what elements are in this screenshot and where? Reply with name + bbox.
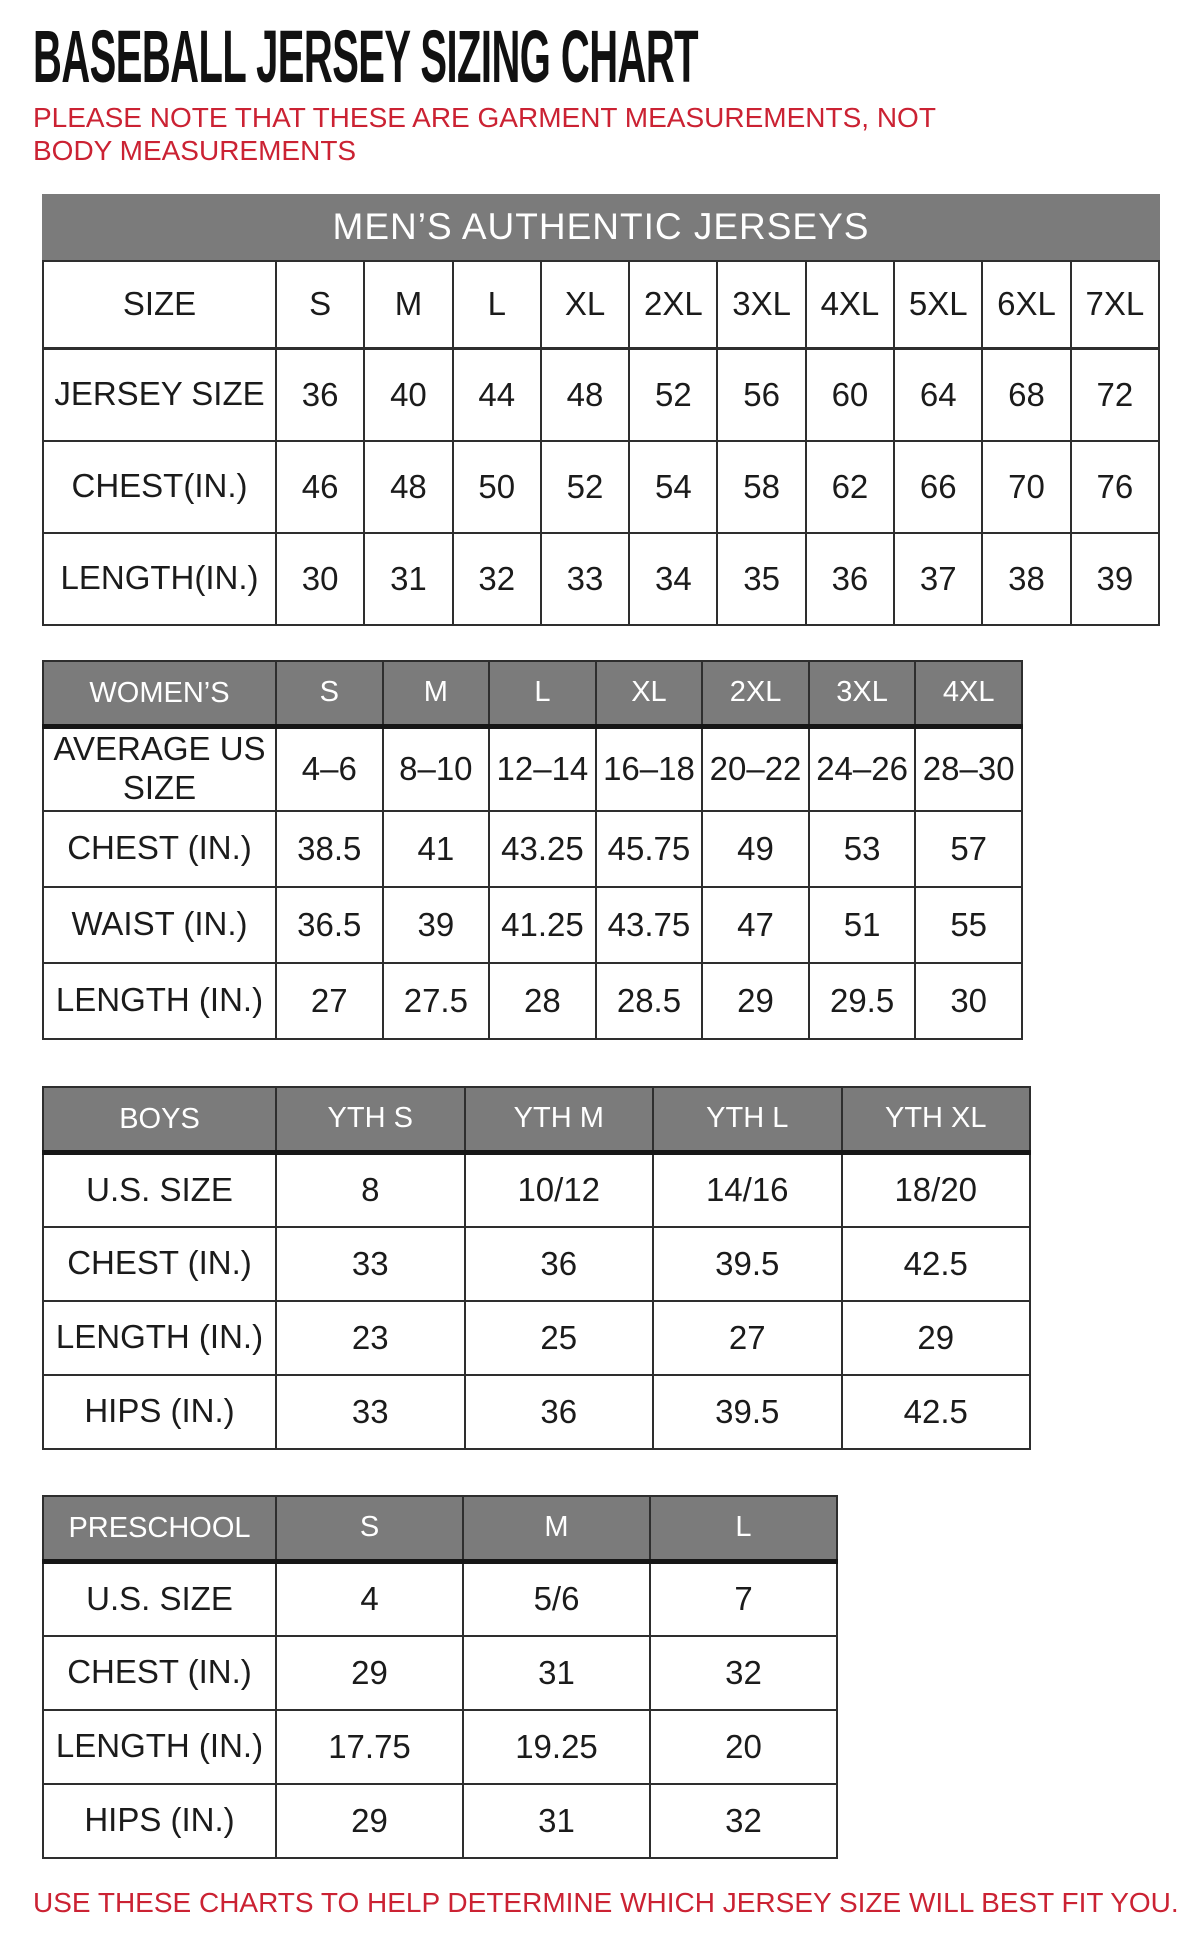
mens-row-2-value-9: 76 bbox=[1071, 441, 1159, 533]
mens-row-2-value-7: 66 bbox=[894, 441, 982, 533]
mens-table-grid bbox=[42, 260, 1160, 626]
womens-row-3-label: LENGTH (IN.) bbox=[43, 963, 276, 1039]
womens-row-1-value-5: 53 bbox=[809, 811, 916, 887]
mens-row-0-value-1: M bbox=[364, 261, 452, 349]
mens-row-0-label: SIZE bbox=[43, 261, 276, 349]
womens-row-2-value-3: 43.75 bbox=[596, 887, 703, 963]
boys-header-size-0: YTH S bbox=[276, 1087, 465, 1153]
boys-header-row bbox=[43, 1087, 1030, 1153]
womens-row-0-value-4: 20–22 bbox=[702, 727, 809, 811]
mens-row-1-label: JERSEY SIZE bbox=[43, 349, 276, 441]
boys-header-size-1: YTH M bbox=[465, 1087, 654, 1153]
preschool-row-3-value-0: 29 bbox=[276, 1784, 463, 1858]
preschool-row-3 bbox=[43, 1784, 837, 1858]
womens-table-grid bbox=[42, 660, 1023, 1040]
boys-row-0-value-0: 8 bbox=[276, 1153, 465, 1227]
boys-row-1-value-2: 39.5 bbox=[653, 1227, 842, 1301]
womens-row-1-value-1: 41 bbox=[383, 811, 490, 887]
womens-row-2-value-4: 47 bbox=[702, 887, 809, 963]
preschool-row-2-value-2: 20 bbox=[650, 1710, 837, 1784]
boys-header-size-3: YTH XL bbox=[842, 1087, 1031, 1153]
mens-row-0-value-0: S bbox=[276, 261, 364, 349]
preschool-table-grid bbox=[42, 1495, 838, 1859]
mens-row-2-label: CHEST(IN.) bbox=[43, 441, 276, 533]
womens-sizing-table bbox=[42, 660, 1023, 1040]
boys-row-1-value-0: 33 bbox=[276, 1227, 465, 1301]
womens-row-2-label: WAIST (IN.) bbox=[43, 887, 276, 963]
mens-row-2-value-0: 46 bbox=[276, 441, 364, 533]
garment-measurements-note: PLEASE NOTE THAT THESE ARE GARMENT MEASUREMENTS, NOT BODY MEASUREMENTS bbox=[33, 102, 936, 166]
boys-row-2-value-2: 27 bbox=[653, 1301, 842, 1375]
womens-row-0-label: AVERAGE US SIZE bbox=[43, 727, 276, 811]
mens-row-2-value-3: 52 bbox=[541, 441, 629, 533]
preschool-header-size-0: S bbox=[276, 1496, 463, 1562]
mens-row-3 bbox=[43, 533, 1159, 625]
preschool-row-2-label: LENGTH (IN.) bbox=[43, 1710, 276, 1784]
preschool-row-0-value-2: 7 bbox=[650, 1562, 837, 1636]
boys-sizing-table bbox=[42, 1086, 1031, 1450]
preschool-row-3-value-1: 31 bbox=[463, 1784, 650, 1858]
mens-row-0-value-5: 3XL bbox=[717, 261, 805, 349]
preschool-row-0-value-1: 5/6 bbox=[463, 1562, 650, 1636]
preschool-row-1-label: CHEST (IN.) bbox=[43, 1636, 276, 1710]
preschool-row-0 bbox=[43, 1562, 837, 1636]
mens-row-1-value-0: 36 bbox=[276, 349, 364, 441]
mens-row-2-value-1: 48 bbox=[364, 441, 452, 533]
womens-row-1-value-2: 43.25 bbox=[489, 811, 596, 887]
mens-row-3-label: LENGTH(IN.) bbox=[43, 533, 276, 625]
womens-row-3-value-5: 29.5 bbox=[809, 963, 916, 1039]
mens-row-3-value-4: 34 bbox=[629, 533, 717, 625]
preschool-row-3-label: HIPS (IN.) bbox=[43, 1784, 276, 1858]
womens-row-2-value-1: 39 bbox=[383, 887, 490, 963]
mens-row-3-value-8: 38 bbox=[982, 533, 1070, 625]
mens-row-2-value-5: 58 bbox=[717, 441, 805, 533]
womens-row-3-value-1: 27.5 bbox=[383, 963, 490, 1039]
mens-row-0-value-7: 5XL bbox=[894, 261, 982, 349]
boys-row-2-label: LENGTH (IN.) bbox=[43, 1301, 276, 1375]
womens-header-size-3: XL bbox=[596, 661, 703, 727]
boys-row-1-value-3: 42.5 bbox=[842, 1227, 1031, 1301]
womens-row-1-value-6: 57 bbox=[915, 811, 1022, 887]
boys-row-0-value-2: 14/16 bbox=[653, 1153, 842, 1227]
womens-row-3-value-2: 28 bbox=[489, 963, 596, 1039]
mens-row-0-value-3: XL bbox=[541, 261, 629, 349]
womens-row-1-label: CHEST (IN.) bbox=[43, 811, 276, 887]
preschool-row-2-value-0: 17.75 bbox=[276, 1710, 463, 1784]
womens-row-0 bbox=[43, 727, 1022, 811]
preschool-header-size-2: L bbox=[650, 1496, 837, 1562]
womens-row-0-value-3: 16–18 bbox=[596, 727, 703, 811]
boys-row-3-value-0: 33 bbox=[276, 1375, 465, 1449]
mens-row-3-value-2: 32 bbox=[453, 533, 541, 625]
womens-header-size-1: M bbox=[383, 661, 490, 727]
mens-row-1-value-3: 48 bbox=[541, 349, 629, 441]
mens-row-0-value-4: 2XL bbox=[629, 261, 717, 349]
mens-row-1-value-2: 44 bbox=[453, 349, 541, 441]
preschool-sizing-table bbox=[42, 1495, 838, 1859]
womens-header-size-0: S bbox=[276, 661, 383, 727]
boys-row-2-value-3: 29 bbox=[842, 1301, 1031, 1375]
boys-header-size-2: YTH L bbox=[653, 1087, 842, 1153]
mens-row-2-value-4: 54 bbox=[629, 441, 717, 533]
mens-row-0-value-2: L bbox=[453, 261, 541, 349]
womens-row-0-value-6: 28–30 bbox=[915, 727, 1022, 811]
mens-row-0-value-9: 7XL bbox=[1071, 261, 1159, 349]
boys-table-grid bbox=[42, 1086, 1031, 1450]
womens-header-size-5: 3XL bbox=[809, 661, 916, 727]
preschool-row-1 bbox=[43, 1636, 837, 1710]
mens-banner: MEN’S AUTHENTIC JERSEYS bbox=[42, 194, 1160, 260]
womens-row-0-value-0: 4–6 bbox=[276, 727, 383, 811]
mens-row-2-value-6: 62 bbox=[806, 441, 894, 533]
mens-row-1-value-8: 68 bbox=[982, 349, 1070, 441]
boys-row-1 bbox=[43, 1227, 1030, 1301]
mens-row-3-value-5: 35 bbox=[717, 533, 805, 625]
boys-row-3-label: HIPS (IN.) bbox=[43, 1375, 276, 1449]
mens-row-0 bbox=[43, 261, 1159, 349]
boys-row-0-label: U.S. SIZE bbox=[43, 1153, 276, 1227]
mens-row-0-value-6: 4XL bbox=[806, 261, 894, 349]
footer-note: USE THESE CHARTS TO HELP DETERMINE WHICH JERSEY SIZE WILL BEST FIT YOU. bbox=[33, 1886, 1179, 1918]
mens-row-1-value-6: 60 bbox=[806, 349, 894, 441]
boys-row-2 bbox=[43, 1301, 1030, 1375]
boys-row-0-value-3: 18/20 bbox=[842, 1153, 1031, 1227]
womens-row-2-value-5: 51 bbox=[809, 887, 916, 963]
womens-header-label: WOMEN’S bbox=[43, 661, 276, 727]
mens-row-1-value-1: 40 bbox=[364, 349, 452, 441]
mens-row-2-value-2: 50 bbox=[453, 441, 541, 533]
boys-row-1-value-1: 36 bbox=[465, 1227, 654, 1301]
mens-row-1-value-7: 64 bbox=[894, 349, 982, 441]
womens-row-0-value-5: 24–26 bbox=[809, 727, 916, 811]
mens-row-2 bbox=[43, 441, 1159, 533]
womens-header-size-2: L bbox=[489, 661, 596, 727]
boys-row-3 bbox=[43, 1375, 1030, 1449]
mens-row-0-value-8: 6XL bbox=[982, 261, 1070, 349]
preschool-row-0-label: U.S. SIZE bbox=[43, 1562, 276, 1636]
womens-row-2-value-0: 36.5 bbox=[276, 887, 383, 963]
mens-row-1-value-4: 52 bbox=[629, 349, 717, 441]
womens-row-2-value-2: 41.25 bbox=[489, 887, 596, 963]
womens-header-size-6: 4XL bbox=[915, 661, 1022, 727]
womens-header-row bbox=[43, 661, 1022, 727]
womens-row-0-value-2: 12–14 bbox=[489, 727, 596, 811]
womens-row-2 bbox=[43, 887, 1022, 963]
mens-row-3-value-3: 33 bbox=[541, 533, 629, 625]
page-title bbox=[33, 15, 1200, 98]
womens-row-1-value-4: 49 bbox=[702, 811, 809, 887]
preschool-row-0-value-0: 4 bbox=[276, 1562, 463, 1636]
preschool-row-1-value-0: 29 bbox=[276, 1636, 463, 1710]
page-title-text: BASEBALL JERSEY SIZING CHART bbox=[33, 15, 699, 98]
womens-row-1-value-3: 45.75 bbox=[596, 811, 703, 887]
preschool-header-row bbox=[43, 1496, 837, 1562]
boys-row-3-value-3: 42.5 bbox=[842, 1375, 1031, 1449]
mens-row-3-value-9: 39 bbox=[1071, 533, 1159, 625]
preschool-row-2-value-1: 19.25 bbox=[463, 1710, 650, 1784]
womens-header-size-4: 2XL bbox=[702, 661, 809, 727]
boys-row-0 bbox=[43, 1153, 1030, 1227]
womens-row-3-value-0: 27 bbox=[276, 963, 383, 1039]
mens-row-3-value-6: 36 bbox=[806, 533, 894, 625]
womens-row-0-value-1: 8–10 bbox=[383, 727, 490, 811]
mens-row-3-value-0: 30 bbox=[276, 533, 364, 625]
preschool-row-1-value-2: 32 bbox=[650, 1636, 837, 1710]
mens-row-2-value-8: 70 bbox=[982, 441, 1070, 533]
preschool-row-2 bbox=[43, 1710, 837, 1784]
preschool-header-label: PRESCHOOL bbox=[43, 1496, 276, 1562]
preschool-row-1-value-1: 31 bbox=[463, 1636, 650, 1710]
mens-row-1-value-9: 72 bbox=[1071, 349, 1159, 441]
womens-row-3-value-6: 30 bbox=[915, 963, 1022, 1039]
boys-row-2-value-1: 25 bbox=[465, 1301, 654, 1375]
womens-row-3-value-3: 28.5 bbox=[596, 963, 703, 1039]
womens-row-1 bbox=[43, 811, 1022, 887]
boys-row-1-label: CHEST (IN.) bbox=[43, 1227, 276, 1301]
preschool-row-3-value-2: 32 bbox=[650, 1784, 837, 1858]
preschool-header-size-1: M bbox=[463, 1496, 650, 1562]
boys-row-3-value-1: 36 bbox=[465, 1375, 654, 1449]
boys-row-2-value-0: 23 bbox=[276, 1301, 465, 1375]
womens-row-2-value-6: 55 bbox=[915, 887, 1022, 963]
mens-row-1-value-5: 56 bbox=[717, 349, 805, 441]
womens-row-1-value-0: 38.5 bbox=[276, 811, 383, 887]
boys-row-3-value-2: 39.5 bbox=[653, 1375, 842, 1449]
mens-row-3-value-7: 37 bbox=[894, 533, 982, 625]
mens-row-1 bbox=[43, 349, 1159, 441]
boys-row-0-value-1: 10/12 bbox=[465, 1153, 654, 1227]
mens-sizing-table bbox=[42, 194, 1160, 626]
womens-row-3-value-4: 29 bbox=[702, 963, 809, 1039]
mens-row-3-value-1: 31 bbox=[364, 533, 452, 625]
boys-header-label: BOYS bbox=[43, 1087, 276, 1153]
womens-row-3 bbox=[43, 963, 1022, 1039]
